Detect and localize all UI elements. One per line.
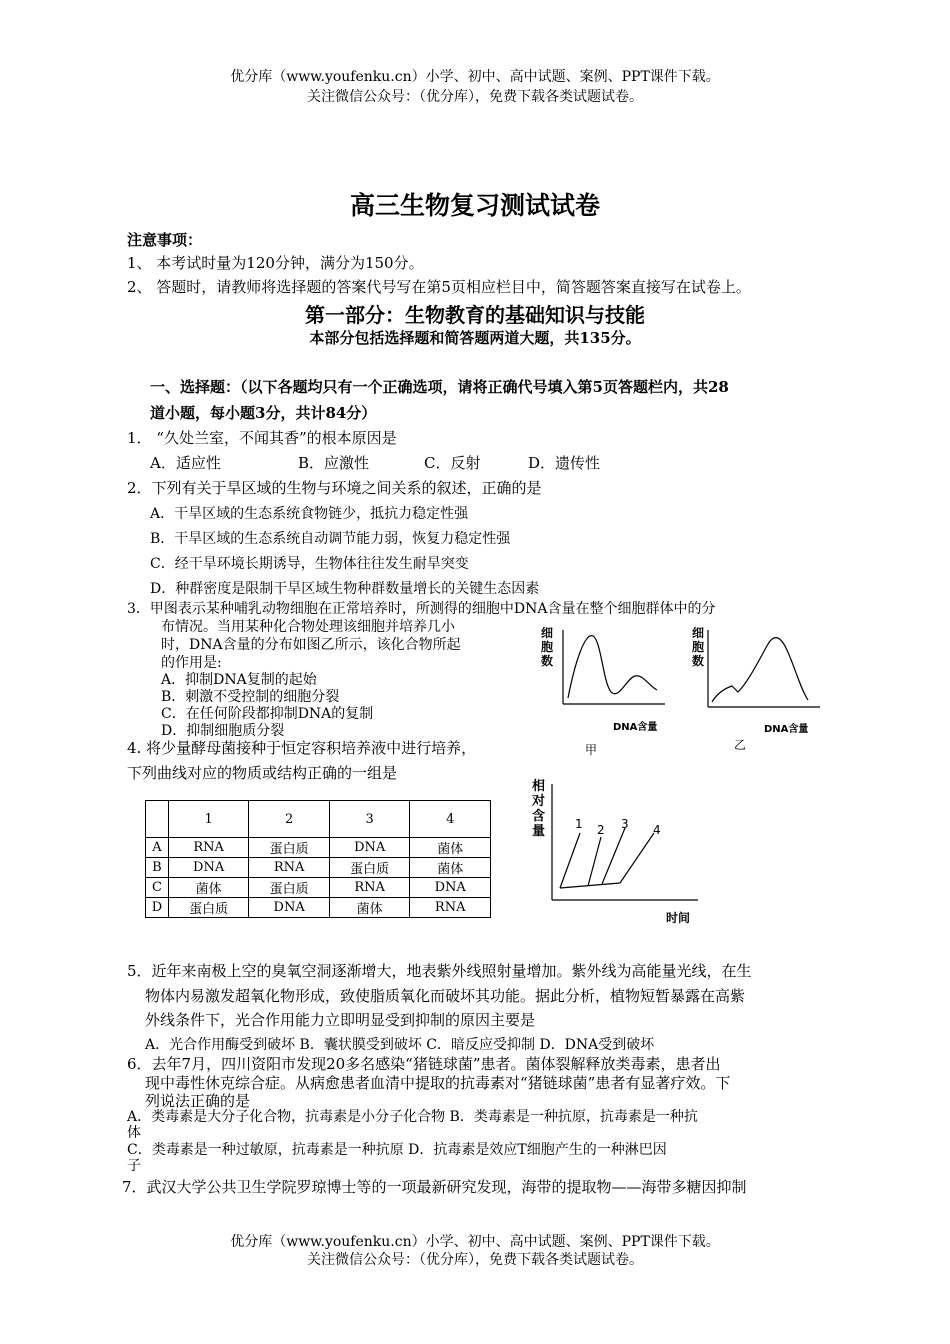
q4-graph-curve-label-2: 2 (597, 823, 605, 837)
table-cell: 蛋白质 (329, 858, 410, 878)
notice-item-2: 2、 答题时，请教师将选择题的答案代号写在第5页相应栏目中，简答题答案直接写在试卷上。 (127, 278, 751, 296)
q4-graph-curve-1 (560, 833, 580, 888)
q4-graph-curve-label-4: 4 (653, 823, 661, 837)
footer-line-1: 优分库（www.youfenku.cn）小学、初中、高中试题、案例、PPT课件下载。 (230, 1234, 720, 1250)
q4-graph-curve-4 (620, 833, 654, 883)
q1-option-a: A．适应性 (150, 454, 221, 472)
q4-graph-curve-label-3: 3 (621, 817, 629, 831)
q4-line-1: 4. 将少量酵母菌接种于恒定容积培养液中进行培养， (127, 739, 477, 757)
q4-graph (528, 774, 708, 934)
q1-option-c: C．反射 (424, 454, 481, 472)
table-cell: 蛋白质 (249, 838, 330, 858)
graph-jia-curve (568, 636, 657, 698)
table-cell: 4 (410, 801, 491, 838)
q5-line-1: 5．近年来南极上空的臭氧空洞逐渐增大，地表紫外线照射量增加。紫外线为高能量光线，在生 (127, 962, 752, 980)
graph-yi (688, 622, 838, 757)
q5-line-2: 物体内易激发超氧化物形成，致使脂质氧化而破坏其功能。据此分析，植物短暂暴露在高紫 (145, 987, 746, 1005)
q6-options-cd-cont: 子 (127, 1158, 141, 1174)
table-cell: C (146, 878, 169, 898)
page-title: 高三生物复习测试试卷 (349, 191, 600, 220)
table-cell: D (146, 898, 169, 918)
table-cell (146, 801, 169, 838)
q3-option-c: C．在任何阶段都抑制DNA的复制 (161, 706, 374, 722)
notice-item-1: 1、 本考试时量为120分钟，满分为150分。 (127, 254, 424, 272)
graph-yi-caption: 乙 (734, 738, 747, 752)
graph-jia (535, 622, 675, 757)
q4-graph-baseline (560, 883, 620, 888)
table-cell: DNA (329, 838, 410, 858)
q2-stem: 2．下列有关于旱区域的生物与环境之间关系的叙述，正确的是 (127, 479, 542, 497)
section1-line-1: 一、选择题：（以下各题均只有一个正确选项，请将正确代号填入第5页答题栏内，共28 (150, 378, 729, 396)
q2-option-c: C．经干旱环境长期诱导，生物体往往发生耐旱突变 (150, 556, 469, 572)
table-cell: 蛋白质 (249, 878, 330, 898)
q4-graph-ylabel-4: 量 (532, 824, 546, 839)
q4-graph-ylabel-3: 含 (532, 809, 546, 824)
q1-stem: 1． “久处兰室，不闻其香”的根本原因是 (127, 429, 397, 447)
header-line-2: 关注微信公众号：（优分库），免费下载各类试题试卷。 (307, 89, 643, 105)
table-cell: 菌体 (410, 858, 491, 878)
q6-line-2: 现中毒性休克综合症。从病愈患者血清中提取的抗毒素对“猪链球菌”患者有显著疗效。下 (145, 1074, 731, 1092)
graph-jia-xlabel: DNA含量 (613, 722, 658, 733)
graph-yi-ylabel-3: 数 (692, 654, 705, 668)
table-row (146, 878, 491, 898)
part1-subtitle: 本部分包括选择题和简答题两道大题，共135分。 (309, 329, 641, 347)
q5-line-3: 外线条件下，光合作用能力立即明显受到抑制的原因主要是 (145, 1011, 536, 1029)
table-cell: 3 (329, 801, 410, 838)
q2-option-a: A．干旱区域的生态系统食物链少，抵抗力稳定性强 (150, 506, 469, 522)
graph-yi-ylabel-2: 胞 (692, 640, 705, 654)
header-line-1: 优分库（www.youfenku.cn）小学、初中、高中试题、案例、PPT课件下载。 (230, 69, 720, 85)
q4-answer-table (145, 800, 491, 918)
table-cell: RNA (168, 838, 249, 858)
q6-line-3: 列说法正确的是 (145, 1092, 251, 1110)
table-cell: B (146, 858, 169, 878)
table-cell: RNA (249, 858, 330, 878)
q3-line-2: 布情况。当用某种化合物处理该细胞并培养几小 (161, 619, 455, 635)
q3-line-1: 3．甲图表示某种哺乳动物细胞在正常培养时，所测得的细胞中DNA含量在整个细胞群体中的分 (127, 601, 716, 617)
table-cell: 菌体 (168, 878, 249, 898)
table-cell: A (146, 838, 169, 858)
q5-options: A．光合作用酶受到破坏 B．囊状膜受到破坏 C．暗反应受抑制 D．DNA受到破坏 (145, 1037, 655, 1053)
q4-graph-ylabel-2: 对 (532, 794, 546, 809)
table-cell: DNA (168, 858, 249, 878)
table-cell: 菌体 (329, 898, 410, 918)
q6-line-1: 6．去年7月，四川资阳市发现20多名感染“猪链球菌”患者。菌体裂解释放类毒素，患者出 (127, 1055, 721, 1073)
q2-option-b: B．干旱区域的生态系统自动调节能力弱，恢复力稳定性强 (150, 531, 511, 547)
q4-line-2: 下列曲线对应的物质或结构正确的一组是 (127, 764, 398, 782)
q6-options-ab-cont: 体 (127, 1125, 141, 1141)
table-cell: 蛋白质 (168, 898, 249, 918)
q2-option-d: D．种群密度是限制干旱区域生物种群数量增长的关键生态因素 (150, 581, 540, 597)
graph-jia-caption: 甲 (585, 743, 598, 757)
section1-line-2: 道小题，每小题3分，共计84分） (150, 404, 377, 422)
graph-yi-curve (712, 638, 808, 702)
graph-yi-ylabel-1: 细 (692, 626, 705, 640)
table-row (146, 838, 491, 858)
table-row (146, 898, 491, 918)
q4-graph-curve-label-1: 1 (575, 817, 583, 831)
q3-line-3: 时，DNA含量的分布如图乙所示，该化合物所起 (161, 637, 461, 653)
table-cell: RNA (329, 878, 410, 898)
q4-graph-curve-3 (602, 828, 625, 884)
q3-option-d: D．抑制细胞质分裂 (161, 723, 285, 739)
q3-line-4: 的作用是: (161, 655, 222, 671)
graph-yi-xlabel: DNA含量 (764, 724, 809, 735)
graph-jia-ylabel-1: 细 (541, 626, 554, 640)
q6-options-cd: C．类毒素是一种过敏原，抗毒素是一种抗原 D．抗毒素是效应T细胞产生的一种淋巴因 (127, 1142, 667, 1158)
q4-graph-ylabel-1: 相 (532, 779, 546, 794)
footer-line-2: 关注微信公众号：（优分库），免费下载各类试题试卷。 (307, 1252, 643, 1268)
q3-option-b: B．刺激不受控制的细胞分裂 (161, 689, 340, 705)
table-cell: 菌体 (410, 838, 491, 858)
table-cell: DNA (410, 878, 491, 898)
table-row (146, 858, 491, 878)
notice-heading: 注意事项： (127, 231, 203, 249)
q6-options-ab: A．类毒素是大分子化合物，抗毒素是小分子化合物 B．类毒素是一种抗原，抗毒素是一种抗 (127, 1109, 698, 1125)
q4-graph-xlabel: 时间 (666, 911, 691, 925)
q7-line-1: 7．武汉大学公共卫生学院罗琼博士等的一项最新研究发现，海带的提取物——海带多糖因抑制 (122, 1178, 747, 1196)
table-header-row (146, 801, 491, 838)
table-cell: 2 (249, 801, 330, 838)
q4-graph-curve-2 (588, 837, 601, 886)
q3-option-a: A．抑制DNA复制的起始 (161, 672, 317, 688)
q1-option-d: D．遗传性 (528, 454, 601, 472)
table-cell: DNA (249, 898, 330, 918)
graph-jia-ylabel-3: 数 (541, 654, 554, 668)
table-cell: 1 (168, 801, 249, 838)
part1-title: 第一部分：生物教育的基础知识与技能 (305, 303, 645, 327)
table-cell: RNA (410, 898, 491, 918)
q1-option-b: B．应激性 (298, 454, 370, 472)
graph-jia-ylabel-2: 胞 (541, 640, 554, 654)
